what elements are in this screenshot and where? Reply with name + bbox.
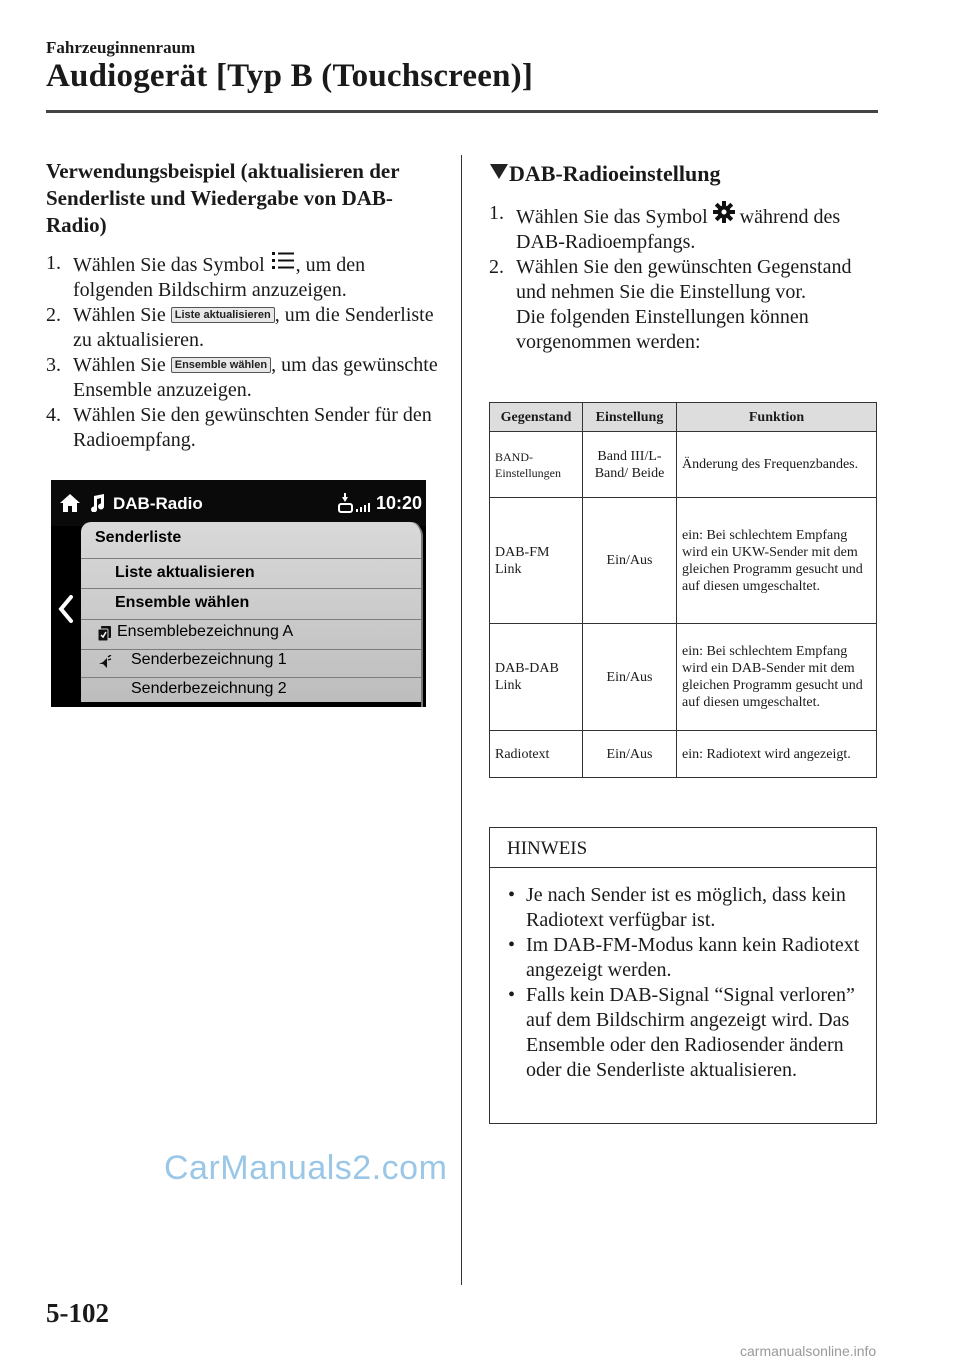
usage-example-heading: Verwendungsbeispiel (aktualisieren der Senderliste und Wiedergabe von DAB-Radio) xyxy=(46,159,400,237)
step-text: , um den folgenden Bildschirm anzuzeigen. xyxy=(73,254,366,301)
list-item xyxy=(46,403,446,453)
step-text: Wählen Sie xyxy=(73,304,166,326)
table-cell: Ein/Aus xyxy=(583,498,677,624)
step-number: 3. xyxy=(46,354,61,376)
table-cell: Band III/L-Band/ Beide xyxy=(583,432,677,498)
table-header-row xyxy=(490,403,877,432)
scroll-edge xyxy=(393,522,423,707)
list-item xyxy=(46,303,446,353)
table-row xyxy=(490,432,877,498)
step-number: 2. xyxy=(489,256,504,278)
list-item xyxy=(46,251,446,303)
back-chevron-icon[interactable] xyxy=(57,595,75,628)
station-name-1[interactable]: Senderbezeichnung 1 xyxy=(131,651,287,668)
table-cell: ein: Bei schlechtem Empfang wird ein UKW-Sender mit dem gleichen Programm gesucht und auf diesen umgeschaltet. xyxy=(677,498,877,624)
page-title: Audiogerät [Typ B (Touchscreen)] xyxy=(46,58,534,94)
dab-radio-screen xyxy=(51,480,426,707)
signal-status-icon xyxy=(336,492,372,519)
footer-site-watermark: carmanualsonline.info xyxy=(740,1343,877,1359)
table-cell: Ein/Aus xyxy=(583,731,677,778)
ensemble-name: Ensemblebezeichnung A xyxy=(117,623,294,640)
table-row xyxy=(490,624,877,731)
ensemble-waehlen-button-glyph: Ensemble wählen xyxy=(171,357,271,373)
table-cell: Ein/Aus xyxy=(583,624,677,731)
note-text: Im DAB-FM-Modus kann kein Radiotext angezeigt werden. xyxy=(526,934,860,981)
table-cell: ein: Radiotext wird angezeigt. xyxy=(677,731,877,778)
step-text: Wählen Sie den gewünschten Gegenstand und nehmen Sie die Einstellung vor. xyxy=(516,256,852,303)
list-item: • Falls kein DAB-Signal “Signal verloren” auf dem Bildschirm angezeigt wird. Das Ensemble oder den Radiosender ändern oder die Senderliste aktualisieren. xyxy=(508,984,855,1081)
column-header: Gegenstand xyxy=(490,403,583,432)
clock: 10:20 xyxy=(376,493,423,513)
source-label: DAB-Radio xyxy=(113,494,203,513)
note-text: Falls kein DAB-Signal “Signal verloren” auf dem Bildschirm angezeigt wird. Das Ensemble oder den Radiosender ändern oder die Senderliste aktualisieren. xyxy=(526,984,855,1081)
step-number: 1. xyxy=(46,252,61,274)
table-row xyxy=(490,731,877,778)
step-text-continued: Die folgenden Einstellungen können vorgenommen werden: xyxy=(516,306,809,353)
list-title: Senderliste xyxy=(95,529,182,546)
step-number: 2. xyxy=(46,304,61,326)
step-text: Wählen Sie den gewünschten Sender für den Radioempfang. xyxy=(73,404,432,451)
triangle-icon xyxy=(489,160,509,186)
list-item xyxy=(46,353,446,403)
step-text: Wählen Sie das Symbol xyxy=(73,254,265,276)
music-note-icon xyxy=(89,494,105,517)
ensemble-icon xyxy=(98,626,111,646)
note-list xyxy=(490,883,876,1083)
liste-aktualisieren-button-glyph: Liste aktualisieren xyxy=(171,307,275,323)
list-item xyxy=(489,201,877,255)
step-text: , um die Senderliste zu aktualisieren. xyxy=(73,304,434,351)
ensemble-waehlen-item[interactable]: Ensemble wählen xyxy=(115,594,250,611)
watermark: CarManuals2.com xyxy=(164,1149,448,1187)
note-box xyxy=(489,827,877,1124)
right-steps-list xyxy=(489,201,877,355)
step-text: Wählen Sie xyxy=(73,354,166,376)
step-number: 4. xyxy=(46,404,61,426)
list-item: • Je nach Sender ist es möglich, dass kein Radiotext verfügbar ist. xyxy=(508,884,846,931)
list-icon xyxy=(270,251,296,278)
step-text: während des DAB-Radioempfangs. xyxy=(516,206,841,253)
settings-table xyxy=(489,402,877,778)
table-cell: DAB-DAB Link xyxy=(490,624,583,731)
page-number: 5-102 xyxy=(46,1298,109,1328)
column-header: Funktion xyxy=(677,403,877,432)
dab-settings-heading xyxy=(489,160,720,187)
column-divider xyxy=(461,155,462,1285)
heading-text: DAB-Radioeinstellung xyxy=(509,161,721,186)
home-icon[interactable] xyxy=(59,493,81,518)
table-row xyxy=(490,498,877,624)
table-cell: ein: Bei schlechtem Empfang wird ein DAB-Sender mit dem gleichen Programm gesucht und auf diesen umgeschaltet. xyxy=(677,624,877,731)
header-rule xyxy=(46,110,878,113)
list-item: • Im DAB-FM-Modus kann kein Radiotext angezeigt werden. xyxy=(508,934,860,981)
liste-aktualisieren-item[interactable]: Liste aktualisieren xyxy=(115,564,255,581)
note-title: HINWEIS xyxy=(490,828,876,868)
step-number: 1. xyxy=(489,202,504,224)
station-name-2[interactable]: Senderbezeichnung 2 xyxy=(131,680,287,697)
left-steps-list xyxy=(46,251,446,453)
column-header: Einstellung xyxy=(583,403,677,432)
note-text: Je nach Sender ist es möglich, dass kein Radiotext verfügbar ist. xyxy=(526,884,846,931)
section-label: Fahrzeuginnenraum xyxy=(46,38,196,57)
playing-station-icon xyxy=(98,655,112,674)
step-text: Wählen Sie das Symbol xyxy=(516,206,708,228)
table-cell: Radiotext xyxy=(490,731,583,778)
screen-status-bar xyxy=(51,480,426,526)
table-cell: BAND-Einstellungen xyxy=(490,432,583,498)
list-item xyxy=(489,255,877,355)
table-cell: DAB-FM Link xyxy=(490,498,583,624)
station-list-panel xyxy=(81,522,421,702)
table-cell: Änderung des Frequenzbandes. xyxy=(677,432,877,498)
gear-icon xyxy=(713,201,735,230)
step-text: , um das gewünschte Ensemble anzuzeigen. xyxy=(73,354,438,401)
